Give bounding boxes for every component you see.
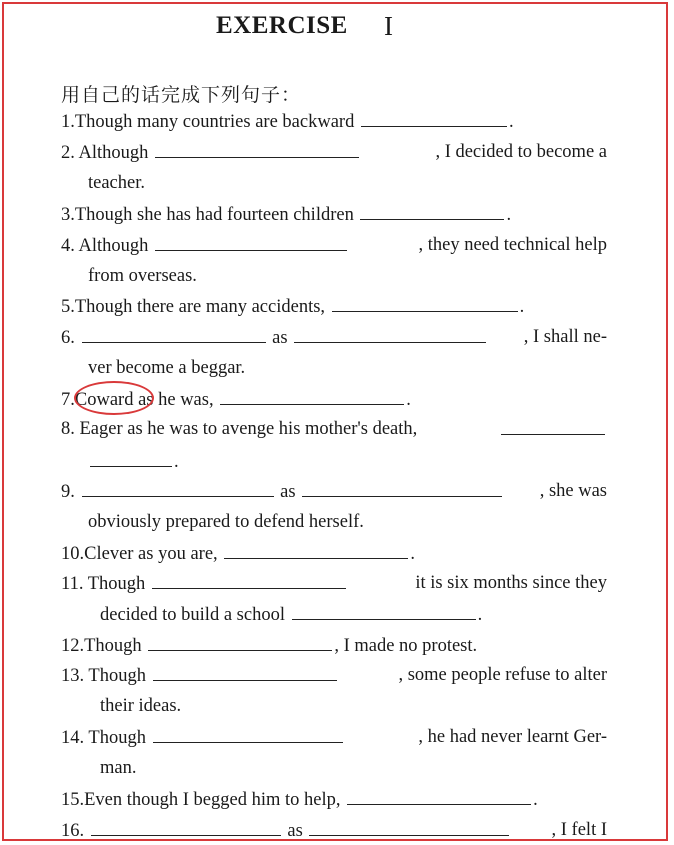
answer-blank[interactable] <box>153 664 337 681</box>
item-text: decided to build a school <box>100 605 285 625</box>
answer-blank[interactable] <box>82 326 266 343</box>
item-number: 10. <box>61 544 85 564</box>
item-text: as he was, <box>138 390 214 410</box>
exercise-item-13 <box>61 664 607 687</box>
exercise-item-8 <box>61 418 607 440</box>
exercise-item-4-continued: from overseas. <box>88 266 197 286</box>
exercise-item-1 <box>61 110 514 133</box>
item-text: as <box>287 821 303 841</box>
exercise-item-3 <box>61 203 511 226</box>
item-text: Though <box>88 666 146 686</box>
item-number: 8. <box>61 419 75 439</box>
item-text: . <box>519 297 525 317</box>
item-text: , they need technical help <box>418 235 607 255</box>
highlighted-word: Coward <box>74 390 134 410</box>
title-numeral: I <box>384 11 394 41</box>
item-text: Though <box>87 574 146 594</box>
red-circle-annotation <box>74 381 154 415</box>
answer-blank[interactable] <box>155 141 359 158</box>
item-text: . <box>410 544 415 564</box>
item-text: Eager as he was to avenge his mother's death, <box>79 419 418 439</box>
item-text: . <box>508 112 514 132</box>
instruction: 用自己的话完成下列句子： <box>61 84 302 106</box>
answer-blank[interactable] <box>332 295 518 312</box>
item-text: , he had never learnt Ger- <box>418 727 607 747</box>
item-number: 2. <box>61 143 75 163</box>
answer-blank[interactable] <box>153 726 343 743</box>
item-number: 6. <box>61 328 75 348</box>
answer-blank[interactable] <box>82 480 274 497</box>
answer-blank[interactable] <box>309 819 509 836</box>
item-text: it is six months since they <box>415 573 607 593</box>
exercise-item-2 <box>61 141 607 164</box>
title-main: EXERCISE <box>216 12 348 39</box>
exercise-item-11-continued <box>100 603 482 626</box>
item-number: 3. <box>61 205 75 225</box>
answer-blank[interactable] <box>501 418 605 435</box>
answer-blank[interactable] <box>347 788 531 805</box>
exercise-item-14-continued: man. <box>100 758 137 778</box>
item-text: Though <box>84 636 142 656</box>
exercise-item-13-continued: their ideas. <box>100 696 182 716</box>
answer-blank[interactable] <box>302 480 502 497</box>
item-number: 12. <box>61 636 85 656</box>
item-text: as <box>280 482 296 502</box>
item-text: Though <box>88 728 146 748</box>
exercise-item-14 <box>61 726 607 749</box>
exercise-item-11 <box>61 572 607 595</box>
item-text: , I decided to become a <box>435 142 607 162</box>
item-number: 16. <box>61 821 85 841</box>
answer-blank[interactable] <box>152 572 346 589</box>
item-text: Though there are many accidents, <box>74 297 326 317</box>
item-text: . <box>477 605 483 625</box>
exercise-item-6 <box>61 326 607 349</box>
item-number: 13. <box>61 666 85 686</box>
answer-blank[interactable] <box>294 326 486 343</box>
exercise-item-2-continued: teacher. <box>88 173 145 193</box>
exercise-item-15 <box>61 788 538 811</box>
exercise-item-8-continued <box>88 450 179 473</box>
page-frame <box>2 2 668 841</box>
item-number: 7. <box>61 390 75 410</box>
item-text: Even though I begged him to help, <box>84 790 341 810</box>
exercise-item-6-continued: ver become a beggar. <box>88 358 246 378</box>
answer-blank[interactable] <box>220 388 404 405</box>
item-text: , some people refuse to alter <box>398 665 607 685</box>
item-text: , I made no protest. <box>334 636 478 656</box>
item-text: Though she has had fourteen children <box>74 205 354 225</box>
exercise-item-12 <box>61 634 477 657</box>
item-text: Clever as you are, <box>84 544 218 564</box>
answer-blank[interactable] <box>224 542 408 559</box>
item-text: Although <box>78 143 149 163</box>
answer-blank[interactable] <box>292 603 476 620</box>
exercise-item-9 <box>61 480 607 503</box>
item-number: 1. <box>61 112 75 132</box>
item-text: Although <box>78 236 149 256</box>
item-text: , I felt I <box>551 820 607 840</box>
exercise-item-4 <box>61 234 607 257</box>
item-text: . <box>506 205 512 225</box>
answer-blank[interactable] <box>91 819 281 836</box>
exercise-item-10 <box>61 542 415 565</box>
item-text: as <box>272 328 288 348</box>
answer-blank[interactable] <box>90 450 172 467</box>
exercise-item-16 <box>61 819 607 842</box>
answer-blank[interactable] <box>155 234 347 251</box>
answer-blank[interactable] <box>360 203 504 220</box>
item-number: 15. <box>61 790 85 810</box>
exercise-item-9-continued: obviously prepared to defend herself. <box>88 512 364 532</box>
answer-blank[interactable] <box>361 110 507 127</box>
answer-blank[interactable] <box>148 634 332 651</box>
item-number: 11. <box>61 574 84 594</box>
item-text: Though many countries are backward <box>74 112 355 132</box>
item-text: . <box>174 452 179 472</box>
item-text: . <box>406 390 411 410</box>
item-text: . <box>533 790 538 810</box>
item-text: , I shall ne- <box>523 327 607 347</box>
item-number: 14. <box>61 728 85 748</box>
item-number: 9. <box>61 482 75 502</box>
exercise-item-5 <box>61 295 524 318</box>
item-text: , she was <box>539 481 607 501</box>
item-number: 4. <box>61 236 75 256</box>
item-number: 5. <box>61 297 75 317</box>
